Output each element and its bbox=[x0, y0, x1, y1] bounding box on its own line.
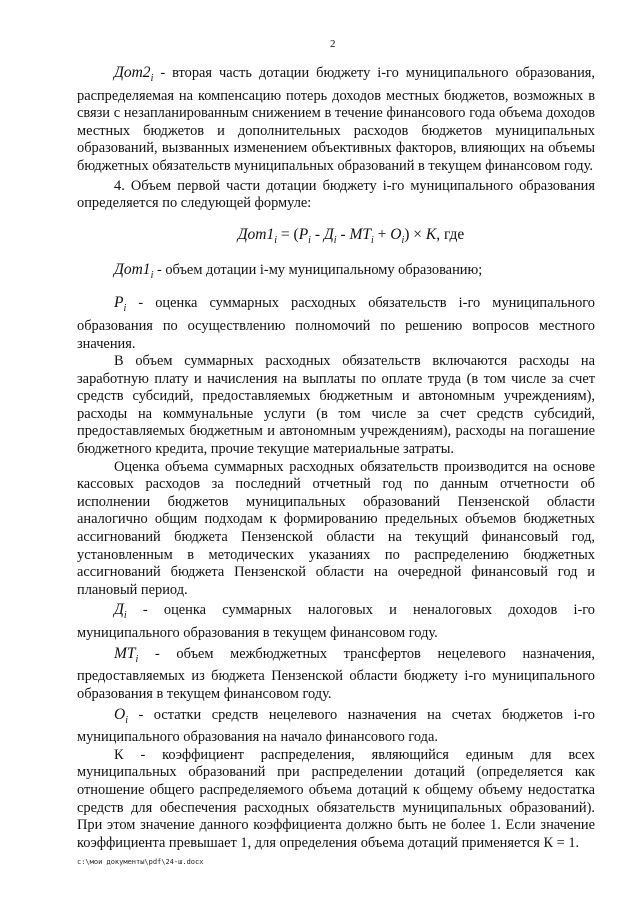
symbol-dot2: $Дот2_i$ bbox=[114, 64, 154, 85]
paragraph-expenses: В объем суммарных расходных обязательств включаются расходы на заработную плату и начисления на выплаты по оплате труда (в том числе за счет средств субсидий, предоставляемых бюджетным и автономным учреждениям), расходы на коммунальные услуги (в том числе за счет средств субсидий, предоставляемых бюджетным и автономным учреждениям), расходы на погашение бюджетного кредита, прочие текущие материальные затраты. bbox=[77, 353, 595, 458]
paragraph-coefficient-k: К - коэффициент распределения, являющийся единым для всех муниципальных образований при распределении дотаций (определяется как отношение общего распределяемого объема дотаций к общему объему недостатка средств для обеспечения расходных обязательств муниципальных образований). При этом значение данного коэффициента должно быть не более 1. Если значение коэффициента превышает 1, для определения объема дотаций применяется К = 1. bbox=[77, 746, 595, 851]
definition-d: $Д_i$ - оценка суммарных налоговых и неналоговых доходов i-го муниципального образования в текущем финансовом году. bbox=[77, 601, 595, 642]
symbol-mt: $МТ_i$ bbox=[114, 644, 139, 665]
definition-dot2: $Дот2_i$ - вторая часть дотации бюджету i-го муниципального образования, распределяемая на компенсацию потерь доходов местных бюджетов, возможных в связи с незапланированным снижением в течение финансового года объема доходов местных бюджетов и дополнительных расходов бюджетов муниципальных образований, вызванных изменением объективных факторов, влияющих на объемы бюджетных обязательств муниципальных образований в текущем финансовом году. bbox=[77, 64, 595, 175]
definition-o: $О_i$ - остатки средств нецелевого назначения на счетах бюджетов i-го муниципального образования на начало финансового года. bbox=[77, 705, 595, 746]
definition-dot1: $Дот1_i$ - объем дотации i-му муниципальному образованию; bbox=[114, 260, 483, 281]
document-body bbox=[77, 64, 595, 852]
symbol-dot1: $Дот1_i$ bbox=[114, 260, 154, 281]
symbol-o: $О_i$ bbox=[114, 705, 128, 726]
paragraph-item-4: 4. Объем первой части дотации бюджету i-го муниципального образования определяется по следующей формуле: bbox=[77, 177, 595, 212]
formula-dot1: $Дот1_i = (Р_i - Д_i - МТ_i + О_i) \times К$, где bbox=[237, 225, 465, 246]
definition-mt: $МТ_i$ - объем межбюджетных трансфертов нецелевого назначения, предоставляемых из бюджета Пензенской области бюджету i-го муниципального образования в текущем финансовом году. bbox=[77, 644, 595, 702]
page-number: 2 bbox=[330, 38, 336, 50]
symbol-p: $Р_i$ bbox=[114, 294, 127, 315]
paragraph-estimate: Оценка объема суммарных расходных обязательств производится на основе кассовых расходов за последний отчетный год по данным отчетности об исполнении бюджетов муниципальных образований Пензенской области аналогично общим подходам к формированию предельных объемов бюджетных ассигнований бюджета Пензенской области на текущий финансовый год, установленным в методических указаниях по распределению бюджетных ассигнований бюджета Пензенской области на очередной финансовый год и плановый период. bbox=[77, 458, 595, 598]
definition-p: $Р_i$ - оценка суммарных расходных обязательств i-го муниципального образования по осуществлению полномочий по решению вопросов местного значения. bbox=[77, 294, 595, 352]
file-path-footer: c:\мои документы\pdf\24-ш.docx bbox=[77, 858, 204, 866]
symbol-d: $Д_i$ bbox=[114, 601, 127, 622]
